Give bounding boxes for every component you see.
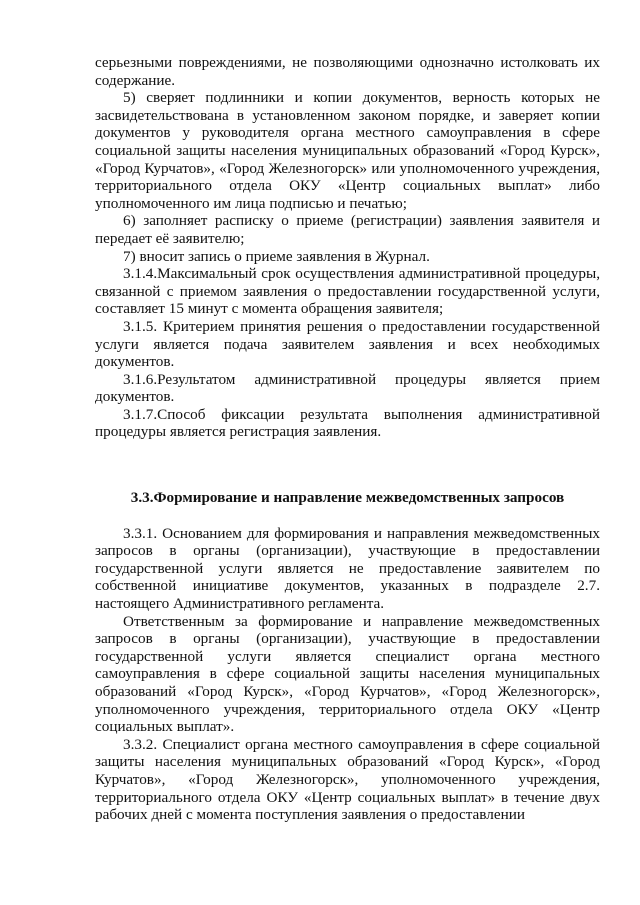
paragraph-3-1-7: 3.1.7.Способ фиксации результата выполнения административной процедуры является регистрация заявления. — [95, 405, 600, 441]
paragraph-3-1-4: 3.1.4.Максимальный срок осуществления административной процедуры, связанной с приемом заявления о предоставлении государственной услуги, составляет 15 минут с момента обращения заявителя; — [95, 265, 600, 318]
paragraph-item-5: 5) сверяет подлинники и копии документов, верность которых не засвидетельствована в установленном законом порядке, и заверяет копии документов у руководителя органа местного самоуправления в сфере социальной защиты населения муниципальных образований «Город Курск», «Город Курчатов», «Город Железногорск» или уполномоченного учреждения, территориального отдела ОКУ «Центр социальных выплат» либо уполномоченного им лица подписью и печатью; — [95, 89, 600, 212]
paragraph-3-1-5: 3.1.5. Критерием принятия решения о предоставлении государственной услуги является подача заявителем заявления и всех необходимых документов. — [95, 317, 600, 371]
section-title: 3.3.Формирование и направление межведомственных запросов — [130, 489, 565, 507]
paragraph-3-1-6: 3.1.6.Результатом административной процедуры является прием документов. — [95, 370, 600, 406]
paragraph-continuation: серьезными повреждениями, не позволяющими однозначно истолковать их содержание. — [95, 54, 600, 89]
paragraph-responsible: Ответственным за формирование и направление межведомственных запросов в органы (организации), участвующие в предоставлении государственной услуги является специалист органа местного самоуправления в сфере социальной защиты населения муниципальных образований «Город Курск», «Город Курчатов», «Город Железногорск», уполномоченного учреждения, территориального отдела ОКУ «Центр социальных выплат». — [95, 612, 600, 736]
paragraph-item-6: 6) заполняет расписку о приеме (регистрации) заявления заявителя и передает её заявителю; — [95, 212, 600, 247]
top-text-block — [95, 54, 600, 441]
bottom-text-block — [95, 525, 600, 824]
paragraph-3-3-2: 3.3.2. Специалист органа местного самоуправления в сфере социальной защиты населения муниципальных образований «Город Курск», «Город Курчатов», «Город Железногорск», уполномоченного учреждения, территориального отдела ОКУ «Центр социальных выплат» в течение двух рабочих дней с момента поступления заявления о предоставлении — [95, 735, 600, 824]
paragraph-3-3-1: 3.3.1. Основанием для формирования и направления межведомственных запросов в органы (организации), участвующие в предоставлении государственной услуги является не предоставление заявителем по собственной инициативе документов, указанных в подразделе 2.7. настоящего Административного регламента. — [95, 524, 600, 613]
document-page — [95, 54, 600, 824]
paragraph-item-7: 7) вносит запись о приеме заявления в Журнал. — [123, 247, 430, 265]
